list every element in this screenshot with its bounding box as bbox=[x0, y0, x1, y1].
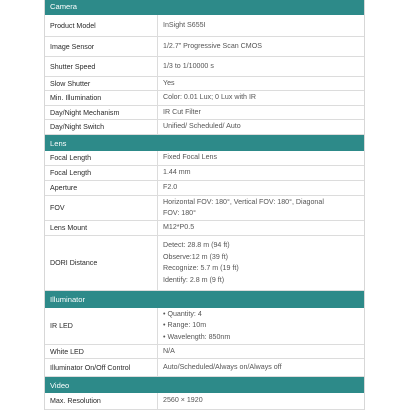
spec-value-line: • Quantity: 4 bbox=[163, 309, 202, 318]
spec-value bbox=[158, 151, 364, 165]
spec-value-line: Yes bbox=[163, 78, 175, 87]
spec-value-line: Auto/Scheduled/Always on/Always off bbox=[163, 362, 282, 371]
spec-label: Lens Mount bbox=[45, 221, 158, 235]
spec-value-line: • Range: 10m bbox=[163, 321, 207, 330]
section-header-lens: Lens bbox=[45, 135, 364, 151]
spec-value-line: Fixed Focal Lens bbox=[163, 153, 218, 162]
spec-row-day-night-switch bbox=[45, 120, 364, 135]
spec-value-line: Detect: 28.8 m (94 ft) bbox=[163, 241, 230, 249]
spec-label: Slow Shutter bbox=[45, 77, 158, 90]
spec-label: Day/Night Switch bbox=[45, 120, 158, 134]
spec-value-line: 1.44 mm bbox=[163, 168, 191, 177]
spec-value-line: 1/2.7” Progressive Scan CMOS bbox=[163, 41, 262, 50]
spec-label: Product Model bbox=[45, 15, 158, 36]
spec-value-line: N/A bbox=[163, 346, 175, 355]
spec-value bbox=[158, 196, 364, 220]
spec-value bbox=[158, 77, 364, 90]
spec-row-max-resolution bbox=[45, 393, 364, 410]
spec-row-product-model bbox=[45, 15, 364, 37]
spec-row-slow-shutter bbox=[45, 77, 364, 91]
spec-value-line: Horizontal FOV: 180°, Vertical FOV: 180°, Diagonal bbox=[163, 197, 324, 206]
section-header-illuminator: Illuminator bbox=[45, 291, 364, 308]
spec-value-line: Color: 0.01 Lux; 0 Lux with IR bbox=[163, 93, 257, 102]
section-header-video: Video bbox=[45, 377, 364, 393]
spec-row-day-night-mechanism bbox=[45, 106, 364, 120]
spec-value bbox=[158, 91, 364, 105]
spec-value bbox=[158, 308, 364, 344]
spec-label: DORI Distance bbox=[45, 236, 158, 290]
spec-row-dori-distance bbox=[45, 236, 364, 291]
spec-row-fov bbox=[45, 196, 364, 221]
spec-value-line: Observe:12 m (39 ft) bbox=[163, 252, 229, 261]
spec-value-line: • Wavelength: 850nm bbox=[163, 332, 231, 341]
spec-value bbox=[158, 359, 364, 376]
spec-value-line: 1/3 to 1/10000 s bbox=[163, 61, 214, 70]
spec-row-illuminator-on-off-control bbox=[45, 359, 364, 377]
spec-label: Focal Length bbox=[45, 151, 158, 165]
spec-row-min-illumination bbox=[45, 91, 364, 106]
spec-label: FOV bbox=[45, 196, 158, 220]
spec-label: Image Sensor bbox=[45, 37, 158, 56]
spec-label: Illuminator On/Off Control bbox=[45, 359, 158, 376]
spec-row-shutter-speed bbox=[45, 57, 364, 77]
spec-row-image-sensor bbox=[45, 37, 364, 57]
spec-row-focal-length bbox=[45, 166, 364, 181]
spec-value-line: Identify: 2.8 m (9 ft) bbox=[163, 275, 225, 284]
spec-value bbox=[158, 181, 364, 195]
spec-value-line: F2.0 bbox=[163, 183, 178, 192]
spec-row-lens-mount bbox=[45, 221, 364, 236]
spec-label: IR LED bbox=[45, 308, 158, 344]
spec-row-aperture bbox=[45, 181, 364, 196]
spec-value-line: Unified/ Scheduled/ Auto bbox=[163, 122, 241, 131]
spec-label: White LED bbox=[45, 345, 158, 358]
spec-value bbox=[158, 393, 364, 409]
spec-row-ir-led bbox=[45, 308, 364, 345]
spec-value-line: InSight S655I bbox=[163, 20, 206, 29]
spec-value bbox=[158, 236, 364, 290]
spec-value bbox=[158, 37, 364, 56]
spec-label: Shutter Speed bbox=[45, 57, 158, 76]
spec-label: Focal Length bbox=[45, 166, 158, 180]
spec-value bbox=[158, 57, 364, 76]
spec-row-white-led bbox=[45, 345, 364, 359]
spec-value-line: FOV: 180° bbox=[163, 209, 196, 217]
spec-value-line: M12*P0.5 bbox=[163, 223, 195, 232]
section-header-camera: Camera bbox=[45, 0, 364, 15]
spec-value bbox=[158, 166, 364, 180]
spec-value bbox=[158, 221, 364, 235]
spec-row-focal-length bbox=[45, 151, 364, 166]
spec-label: Aperture bbox=[45, 181, 158, 195]
spec-value bbox=[158, 106, 364, 119]
spec-table bbox=[44, 0, 365, 410]
spec-label: Min. Illumination bbox=[45, 91, 158, 105]
spec-label: Day/Night Mechanism bbox=[45, 106, 158, 119]
spec-value bbox=[158, 345, 364, 358]
spec-value bbox=[158, 120, 364, 134]
spec-value-line: Recognize: 5.7 m (19 ft) bbox=[163, 264, 239, 272]
spec-label: Max. Resolution bbox=[45, 393, 158, 409]
spec-value-line: IR Cut Filter bbox=[163, 107, 201, 116]
spec-value bbox=[158, 15, 364, 36]
spec-value-line: 2560 × 1920 bbox=[163, 396, 203, 405]
